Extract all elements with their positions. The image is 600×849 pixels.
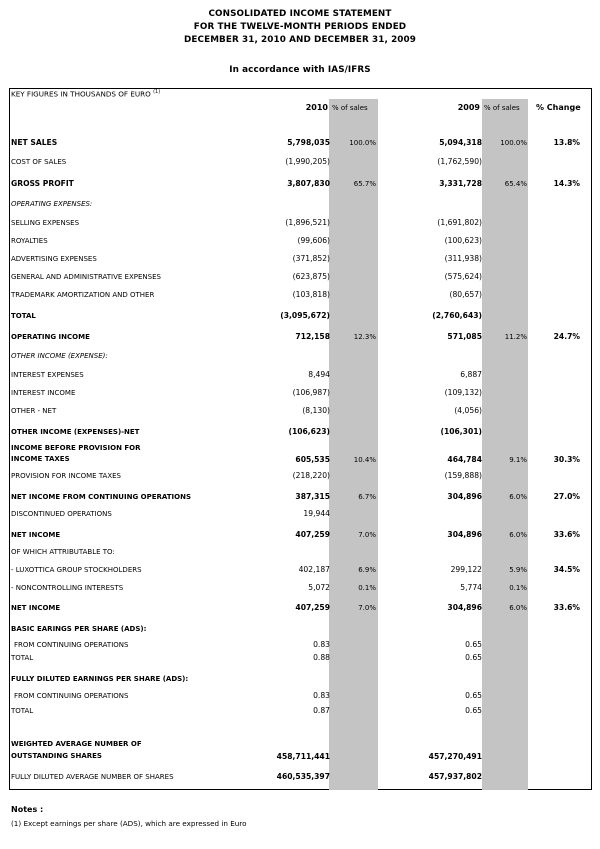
row-label-cost-of-sales: COST OF SALES xyxy=(11,158,67,166)
row-selling-expenses-2009: (1,691,802) xyxy=(437,218,482,227)
accounting-standard: In accordance with IAS/IFRS xyxy=(229,65,371,75)
row-label-general-admin-expenses: GENERAL AND ADMINISTRATIVE EXPENSES xyxy=(11,273,161,281)
row-operating-income-2010: 712,158 xyxy=(295,332,330,341)
row-advertising-expenses-2010: (371,852) xyxy=(292,254,330,263)
row-net-sales-pct-2010: 100.0% xyxy=(349,139,376,147)
row-label-other-income-net: OTHER INCOME (EXPENSES)-NET xyxy=(11,428,140,436)
row-advertising-expenses-2009: (311,938) xyxy=(444,254,482,263)
row-diluted-shares-2009: 457,937,802 xyxy=(428,772,482,781)
row-net-sales-change: 13.8% xyxy=(553,138,580,147)
row-label-net-sales: NET SALES xyxy=(11,138,58,147)
row-net-income-continuing-2009: 304,896 xyxy=(447,492,482,501)
row-other-income-net-2010: (106,623) xyxy=(288,427,330,436)
row-operating-income-pct-2010: 12.3% xyxy=(353,333,376,341)
statement-period: FOR THE TWELVE-MONTH PERIODS ENDED xyxy=(193,22,407,32)
column-header-pct-2010: % of sales xyxy=(332,104,368,112)
row-label-income-tax-provision: PROVISION FOR INCOME TAXES xyxy=(11,472,121,480)
row-discontinued-ops-2010: 19,944 xyxy=(303,509,330,518)
row-general-admin-expenses-2010: (623,875) xyxy=(292,272,330,281)
row-basic-eps-continuing-2009: 0.65 xyxy=(465,640,482,649)
row-income-before-tax-pct-2009: 9.1% xyxy=(509,456,527,464)
notes-title: Notes : xyxy=(11,805,44,814)
row-label-income-before-tax-line2: INCOME TAXES xyxy=(11,455,70,463)
section-diluted-eps: FULLY DILUTED EARNINGS PER SHARE (ADS): xyxy=(11,675,189,683)
row-other-net-2009: (4,056) xyxy=(454,406,482,415)
row-label-diluted-eps-total: TOTAL xyxy=(11,707,34,715)
row-net-income-total-change: 33.6% xyxy=(553,603,580,612)
row-group-stockholders-2010: 402,187 xyxy=(298,565,330,574)
row-label-noncontrolling: - NONCONTROLLING INTERESTS xyxy=(11,584,124,592)
row-label-interest-expenses: INTEREST EXPENSES xyxy=(11,371,84,379)
row-net-income-continuing-2010: 387,315 xyxy=(295,492,330,501)
row-label-other-net: OTHER - NET xyxy=(11,407,57,415)
table-caption xyxy=(11,90,160,98)
pct-2009-column-shade xyxy=(482,99,528,790)
row-basic-eps-total-2009: 0.65 xyxy=(465,653,482,662)
statement-title: CONSOLIDATED INCOME STATEMENT xyxy=(208,9,392,19)
row-label-operating-income: OPERATING INCOME xyxy=(11,333,90,341)
row-other-net-2010: (8,130) xyxy=(302,406,330,415)
row-label-group-stockholders: - LUXOTTICA GROUP STOCKHOLDERS xyxy=(11,566,142,574)
statement-dates: DECEMBER 31, 2010 AND DECEMBER 31, 2009 xyxy=(184,35,416,45)
row-gross-profit-2009: 3,331,728 xyxy=(439,179,482,188)
row-label-advertising-expenses: ADVERTISING EXPENSES xyxy=(11,255,97,263)
row-income-tax-provision-2009: (159,888) xyxy=(444,471,482,480)
column-header-2010: 2010 xyxy=(305,103,328,112)
row-cost-of-sales-2010: (1,990,205) xyxy=(285,157,330,166)
row-noncontrolling-2009: 5,774 xyxy=(460,583,482,592)
row-label-weighted-shares-line1: WEIGHTED AVERAGE NUMBER OF xyxy=(11,740,142,748)
row-trademark-amortization-2010: (103,818) xyxy=(292,290,330,299)
row-label-gross-profit: GROSS PROFIT xyxy=(11,179,74,188)
row-trademark-amortization-2009: (80,657) xyxy=(449,290,482,299)
row-income-tax-provision-2010: (218,220) xyxy=(292,471,330,480)
row-label-interest-income: INTEREST INCOME xyxy=(11,389,76,397)
section-attributable-to: OF WHICH ATTRIBUTABLE TO: xyxy=(11,548,115,556)
row-weighted-shares-2009: 457,270,491 xyxy=(428,752,482,761)
row-label-diluted-shares: FULLY DILUTED AVERAGE NUMBER OF SHARES xyxy=(11,773,174,781)
row-operating-income-2009: 571,085 xyxy=(447,332,482,341)
row-net-income-2009: 304,896 xyxy=(447,530,482,539)
row-royalties-2009: (100,623) xyxy=(444,236,482,245)
row-label-net-income-total: NET INCOME xyxy=(11,604,61,612)
row-total-opex-2009: (2,760,643) xyxy=(432,311,482,320)
row-basic-eps-continuing-2010: 0.83 xyxy=(313,640,330,649)
row-royalties-2010: (99,606) xyxy=(297,236,330,245)
row-label-discontinued-ops: DISCONTINUED OPERATIONS xyxy=(11,510,112,518)
row-interest-income-2009: (109,132) xyxy=(444,388,482,397)
table-caption-footnote: (1) xyxy=(153,89,161,95)
row-group-stockholders-pct-2009: 5.9% xyxy=(509,566,527,574)
row-interest-expenses-2010: 8,494 xyxy=(308,370,330,379)
row-operating-income-pct-2009: 11.2% xyxy=(504,333,527,341)
row-net-income-total-2010: 407,259 xyxy=(295,603,330,612)
row-gross-profit-2010: 3,807,830 xyxy=(287,179,330,188)
section-operating-expenses: OPERATING EXPENSES: xyxy=(11,200,93,208)
row-label-diluted-eps-continuing: FROM CONTINUING OPERATIONS xyxy=(14,692,129,700)
row-interest-expenses-2009: 6,887 xyxy=(460,370,482,379)
note-1: (1) Except earnings per share (ADS), which are expressed in Euro xyxy=(11,819,247,828)
section-basic-eps: BASIC EARINGS PER SHARE (ADS): xyxy=(11,625,147,633)
row-net-sales-2009: 5,094,318 xyxy=(439,138,482,147)
row-interest-income-2010: (106,987) xyxy=(292,388,330,397)
row-net-income-pct-2010: 7.0% xyxy=(358,531,376,539)
row-net-income-continuing-pct-2009: 6.0% xyxy=(509,493,527,501)
row-income-before-tax-2010: 605,535 xyxy=(295,455,330,464)
row-label-net-income-continuing: NET INCOME FROM CONTINUING OPERATIONS xyxy=(11,493,191,501)
row-noncontrolling-pct-2010: 0.1% xyxy=(358,584,376,592)
pct-2010-column-shade xyxy=(329,99,378,790)
row-net-income-total-2009: 304,896 xyxy=(447,603,482,612)
row-label-royalties: ROYALTIES xyxy=(11,237,48,245)
row-diluted-eps-total-2010: 0.87 xyxy=(313,706,330,715)
row-label-trademark-amortization: TRADEMARK AMORTIZATION AND OTHER xyxy=(11,291,155,299)
row-net-income-continuing-pct-2010: 6.7% xyxy=(358,493,376,501)
row-label-basic-eps-continuing: FROM CONTINUING OPERATIONS xyxy=(14,641,129,649)
row-label-selling-expenses: SELLING EXPENSES xyxy=(11,219,80,227)
row-other-income-net-2009: (106,301) xyxy=(440,427,482,436)
row-net-income-total-pct-2010: 7.0% xyxy=(358,604,376,612)
row-group-stockholders-2009: 299,122 xyxy=(450,565,482,574)
row-label-basic-eps-total: TOTAL xyxy=(11,654,34,662)
row-operating-income-change: 24.7% xyxy=(553,332,580,341)
column-header-2009: 2009 xyxy=(457,103,480,112)
table-caption-text: KEY FIGURES IN THOUSANDS OF EURO xyxy=(11,89,151,99)
row-net-income-pct-2009: 6.0% xyxy=(509,531,527,539)
row-group-stockholders-change: 34.5% xyxy=(553,565,580,574)
row-total-opex-2010: (3,095,672) xyxy=(280,311,330,320)
column-header-pct-2009: % of sales xyxy=(484,104,520,112)
row-net-sales-pct-2009: 100.0% xyxy=(500,139,527,147)
row-diluted-eps-total-2009: 0.65 xyxy=(465,706,482,715)
row-general-admin-expenses-2009: (575,624) xyxy=(444,272,482,281)
row-net-income-total-pct-2009: 6.0% xyxy=(509,604,527,612)
row-label-income-before-tax-line1: INCOME BEFORE PROVISION FOR xyxy=(11,444,141,452)
row-weighted-shares-2010: 458,711,441 xyxy=(276,752,330,761)
row-income-before-tax-pct-2010: 10.4% xyxy=(353,456,376,464)
row-gross-profit-pct-2009: 65.4% xyxy=(504,180,527,188)
row-noncontrolling-pct-2009: 0.1% xyxy=(509,584,527,592)
row-income-before-tax-2009: 464,784 xyxy=(447,455,482,464)
row-label-net-income: NET INCOME xyxy=(11,531,61,539)
row-gross-profit-change: 14.3% xyxy=(553,179,580,188)
row-net-income-change: 33.6% xyxy=(553,530,580,539)
row-diluted-eps-continuing-2009: 0.65 xyxy=(465,691,482,700)
row-diluted-shares-2010: 460,535,397 xyxy=(276,772,330,781)
row-noncontrolling-2010: 5,072 xyxy=(308,583,330,592)
row-income-before-tax-change: 30.3% xyxy=(553,455,580,464)
row-diluted-eps-continuing-2010: 0.83 xyxy=(313,691,330,700)
row-net-income-continuing-change: 27.0% xyxy=(553,492,580,501)
row-net-income-2010: 407,259 xyxy=(295,530,330,539)
row-net-sales-2010: 5,798,035 xyxy=(287,138,330,147)
row-label-total-opex: TOTAL xyxy=(11,312,36,320)
row-group-stockholders-pct-2010: 6.9% xyxy=(358,566,376,574)
row-label-weighted-shares-line2: OUTSTANDING SHARES xyxy=(11,752,102,760)
column-header-change: % Change xyxy=(536,103,581,112)
row-cost-of-sales-2009: (1,762,590) xyxy=(437,157,482,166)
section-other-income: OTHER INCOME (EXPENSE): xyxy=(11,352,108,360)
row-selling-expenses-2010: (1,896,521) xyxy=(285,218,330,227)
row-basic-eps-total-2010: 0.88 xyxy=(313,653,330,662)
row-gross-profit-pct-2010: 65.7% xyxy=(353,180,376,188)
